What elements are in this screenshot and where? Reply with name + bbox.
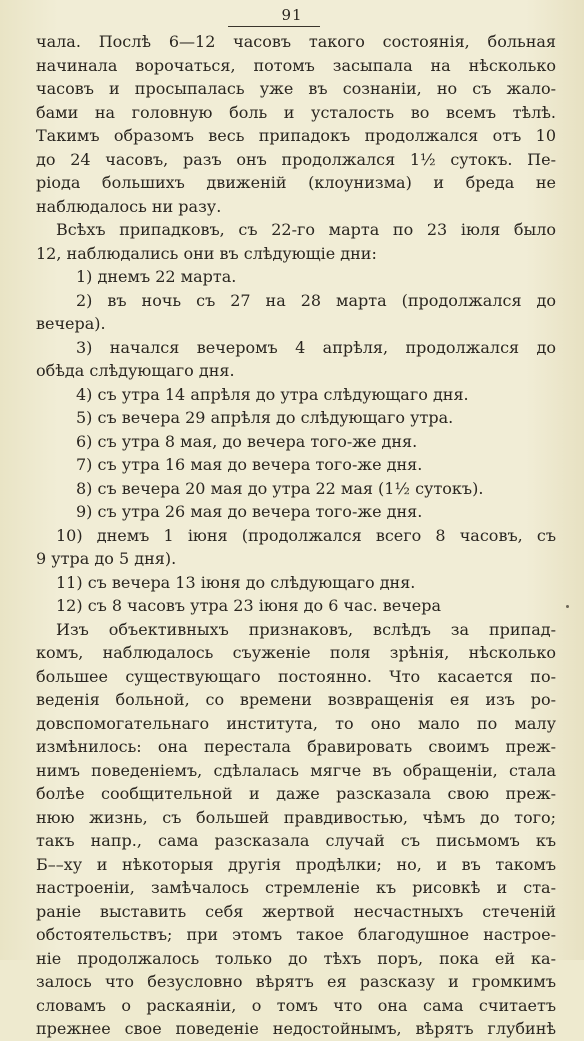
text-line: нюю жизнь, съ большей правдивостью, чѣмъ до того;	[36, 807, 556, 827]
text-line: большее существующаго постоянно. Что касается по-	[36, 666, 556, 686]
text-line: комъ, наблюдалось съуженіе поля зрѣнія, нѣсколько	[36, 643, 556, 662]
text-line: веденія больной, со времени возвращенія ея изъ ро-	[36, 690, 556, 709]
text-line: раніе выставить себя жертвой несчастныхъ стеченій	[36, 901, 556, 921]
text-line: настроеніи, замѣчалось стремленіе къ рисовкѣ и ста-	[36, 878, 556, 897]
text-line: такъ напр., сама разсказала случай съ письмомъ къ	[36, 831, 556, 850]
text-line: бами на головную боль и усталость во всемъ тѣлѣ.	[36, 102, 556, 122]
text-line: обѣда слѣдующаго дня.	[36, 361, 235, 380]
text-line: Всѣхъ припадковъ, съ 22-го марта по 23 іюля было	[56, 220, 556, 239]
text-line: вечера).	[36, 314, 106, 333]
text-line: наблюдалось ни разу.	[36, 196, 222, 216]
header-rule	[228, 26, 320, 27]
text-line: 7) съ утра 16 мая до вечера того-же дня.	[76, 455, 423, 474]
text-line: 10) днемъ 1 іюня (продолжался всего 8 часовъ, съ	[56, 525, 556, 545]
text-line: 3) начался вечеромъ 4 апрѣля, продолжался до	[76, 337, 556, 357]
text-line: обстоятельствъ; при этомъ такое благодушное настрое-	[36, 925, 556, 944]
text-line: прежнее свое поведеніе недостойнымъ, вѣрятъ глубинѣ	[36, 1019, 556, 1038]
text-line: словамъ о раскаяніи, о томъ что она сама считаетъ	[36, 995, 556, 1015]
text-line: часовъ и просыпалась уже въ сознаніи, но съ жало-	[36, 79, 556, 98]
text-line: довспомогательнаго института, то оно мало по малу	[36, 713, 556, 733]
text-line: измѣнилось: она перестала бравировать своимъ преж-	[36, 737, 556, 756]
text-line: залось что безусловно вѣрятъ ея разсказу и громкимъ	[36, 972, 556, 991]
text-line: ріода большихъ движеній (клоунизма) и бреда не	[36, 173, 556, 192]
text-line: 11) съ вечера 13 іюня до слѣдующаго дня.	[56, 572, 416, 592]
text-line: нимъ поведеніемъ, сдѣлалась мягче въ обращеніи, стала	[36, 760, 556, 780]
text-line: 1) днемъ 22 марта.	[76, 267, 237, 286]
text-line: Такимъ образомъ весь припадокъ продолжался отъ 10	[36, 126, 556, 145]
text-line: 9) съ утра 26 мая до вечера того-же дня.	[76, 502, 423, 521]
body-text	[36, 30, 556, 1041]
text-line: 4) съ утра 14 апрѣля до утра слѣдующаго дня.	[76, 384, 469, 404]
text-line: болѣе сообщительной и даже разсказала свою преж-	[36, 784, 556, 803]
text-line: ніе продолжалось только до тѣхъ поръ, пока ей ка-	[36, 948, 556, 968]
text-line: начинала ворочаться, потомъ засыпала на нѣсколько	[36, 55, 556, 75]
text-line: 2) въ ночь съ 27 на 28 марта (продолжался до	[76, 290, 556, 310]
text-line: 6) съ утра 8 мая, до вечера того-же дня.	[76, 431, 418, 451]
text-line: Изъ объективныхъ признаковъ, вслѣдъ за припад-	[56, 619, 556, 639]
text-line: 8) съ вечера 20 мая до утра 22 мая (1½ сутокъ).	[76, 478, 484, 498]
margin-mark	[566, 605, 569, 608]
text-line: Б––ху и нѣкоторыя другія продѣлки; но, и въ такомъ	[36, 854, 556, 874]
page-number: 91	[281, 6, 303, 24]
text-line: 12) съ 8 часовъ утра 23 іюня до 6 час. вечера	[56, 596, 442, 615]
text-line: до 24 часовъ, разъ онъ продолжался 1½ сутокъ. Пе-	[36, 149, 556, 169]
text-line: 12, наблюдались они въ слѣдующіе дни:	[36, 243, 377, 263]
text-line: чала. Послѣ 6—12 часовъ такого состоянія, больная	[36, 32, 556, 51]
text-line: 9 утра до 5 дня).	[36, 549, 177, 568]
text-line: 5) съ вечера 29 апрѣля до слѣдующаго утра.	[76, 408, 454, 427]
